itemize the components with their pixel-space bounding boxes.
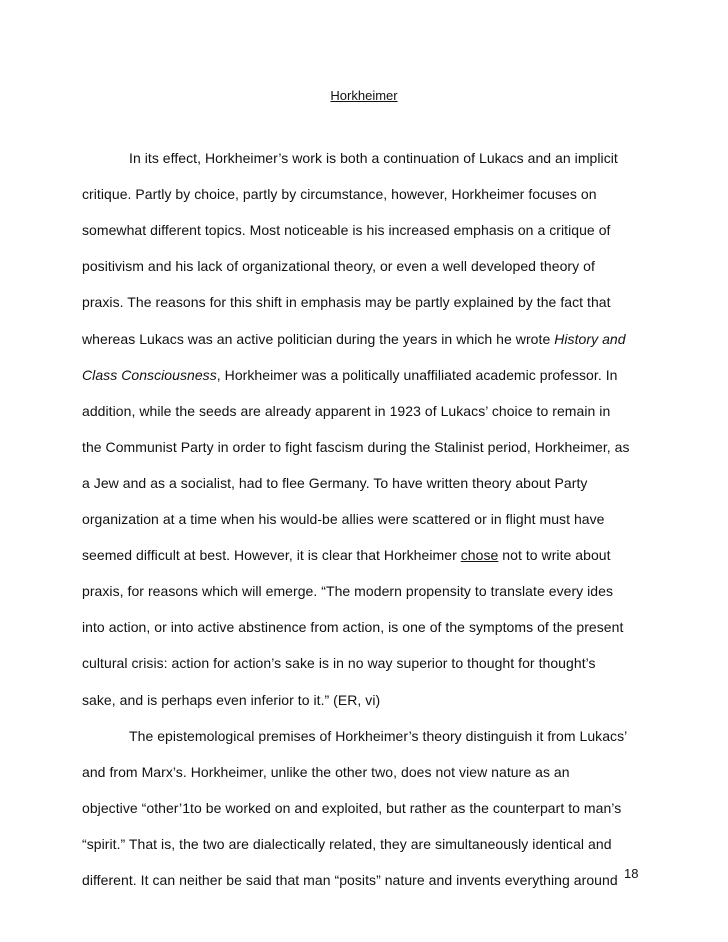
text-segment: praxis. The reasons for this shift in emphasis may be partly explained by the fact that (82, 294, 611, 311)
text-segment: chose (460, 547, 499, 564)
text-line (82, 692, 380, 708)
text-segment: addition, while the seeds are already apparent in 1923 of Lukacs’ choice to remain in (82, 402, 611, 419)
text-line (82, 294, 611, 310)
text-segment: praxis, for reasons which will emerge. “The modern propensity to translate every ides (82, 583, 614, 600)
text-segment: whereas Lukacs was an active politician during the years in which he wrote (82, 330, 555, 347)
text-line (82, 403, 610, 419)
text-segment: , Horkheimer was a politically unaffiliated academic professor. In (216, 366, 618, 383)
text-line (82, 475, 587, 491)
text-segment: critique. Partly by choice, partly by circumstance, however, Horkheimer focuses on (82, 186, 597, 203)
text-segment: The epistemological premises of Horkheimer’s theory distinguish it from Lukacs’ (129, 727, 628, 744)
text-line (82, 872, 618, 888)
text-segment: cultural crisis: action for action’s sake is in no way superior to thought for thought’s (82, 655, 596, 672)
text-line (82, 258, 595, 274)
text-line (82, 186, 597, 202)
text-segment: somewhat different topics. Most noticeable is his increased emphasis on a critique of (82, 222, 611, 239)
text-line (82, 511, 605, 527)
text-segment: different. It can neither be said that man “posits” nature and invents everything around (82, 872, 618, 888)
text-line (82, 439, 630, 455)
text-line (129, 150, 618, 166)
text-line (82, 583, 613, 599)
text-segment: sake, and is perhaps even inferior to it.” (ER, vi) (82, 691, 381, 708)
text-segment: objective “other’1to be worked on and exploited, but rather as the counterpart to man’s (82, 799, 622, 816)
text-line (82, 222, 610, 238)
text-segment: Class Consciousness (82, 366, 217, 383)
text-segment: not to write about (498, 547, 611, 564)
text-line (82, 367, 617, 383)
text-segment: seemed difficult at best. However, it is clear that Horkheimer (82, 547, 461, 564)
page-number: 18 (624, 866, 639, 881)
text-segment: “spirit.” That is, the two are dialectically related, they are simultaneously identical and (82, 835, 612, 852)
text-line (82, 800, 621, 816)
text-segment: In its effect, Horkheimer’s work is both a continuation of Lukacs and an implicit (129, 150, 618, 166)
text-line (82, 764, 570, 780)
text-segment: into action, or into active abstinence from action, is one of the symptoms of the present (82, 619, 624, 636)
text-segment: organization at a time when his would-be allies were scattered or in flight must have (82, 511, 605, 527)
text-line (129, 728, 627, 744)
text-segment: and from Marx’s. Horkheimer, unlike the other two, does not view nature as an (82, 763, 570, 780)
text-line (82, 836, 612, 852)
text-segment: the Communist Party in order to fight fascism during the Stalinist period, Horkheimer, as (82, 438, 630, 455)
text-segment: a Jew and as a socialist, had to flee Germany. To have written theory about Party (82, 474, 588, 491)
text-segment: positivism and his lack of organizational theory, or even a well developed theory of (82, 258, 595, 275)
page-title: Horkheimer (330, 88, 398, 103)
text-line (82, 547, 611, 563)
text-segment: History and (554, 330, 626, 347)
text-line (82, 655, 596, 671)
text-line (82, 619, 623, 635)
text-line (82, 331, 626, 347)
